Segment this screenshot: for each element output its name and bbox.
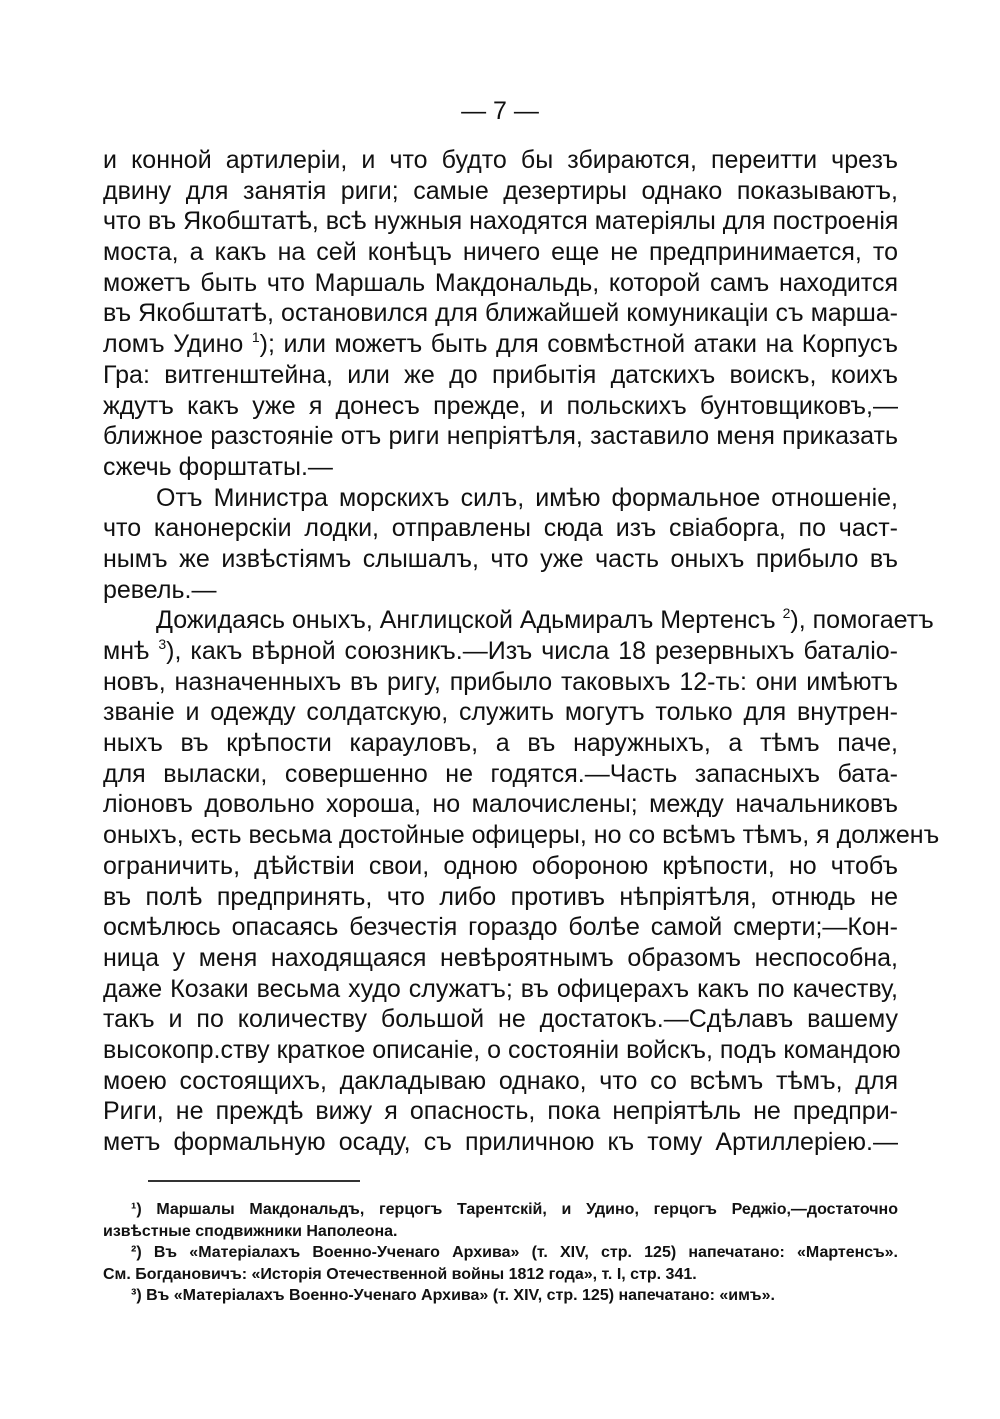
text-line: Гра: витгенштейна, или же до прибытія датскихъ воискъ, коихъ [103, 360, 898, 389]
text-line: даже Козаки весьма худо служатъ; въ офицерахъ какъ по качеству, [103, 974, 898, 1003]
footnote-ref: 2 [782, 605, 791, 622]
footnote-mark: ²) [131, 1244, 142, 1261]
text-segment: мнѣ [103, 637, 150, 665]
footnote-mark: ³) [131, 1287, 142, 1304]
text-line: метъ формальную осаду, съ приличною къ тому Артиллеріею.— [103, 1128, 898, 1156]
text-line: высокопр.ству краткое описаніе, о состояніи войскъ, подъ командою [103, 1035, 901, 1064]
text-line: что въ Якобштатѣ, всѣ нужныя находятся матеріялы для построенія [103, 207, 899, 236]
text-line: осмѣлюсь опасаясь безчестія гораздо болѣе самой смерти;—Кон- [103, 913, 898, 942]
text-segment: ломъ Удино [103, 330, 244, 359]
text-line: такъ и по количеству большой не достатокъ.—Сдѣлавъ вашему [103, 1005, 898, 1034]
text-line [103, 329, 898, 360]
text-line: званіе и одежду солдатскую, служить могутъ только для внутрен- [103, 698, 898, 727]
text-line: Риги, не преждѣ вижу я опасность, пока непріятѣль не предпри- [103, 1097, 898, 1126]
footnote-ref: 3 [158, 636, 167, 652]
text-line: для выласки, совершенно не годятся.—Часть запасныхъ бата- [103, 759, 898, 788]
text-segment: ), какъ вѣрной союзникъ.—Изъ числа 18 резервныхъ баталіо- [166, 637, 899, 665]
text-line: и конной артилеріи, и что будто бы збираются, переитти чрезъ [103, 146, 898, 174]
text-line: Отъ Министра морскихъ силъ, имѣю формальное отношеніе, [156, 483, 898, 512]
text-segment: Дожидаясь оныхъ, Англицской Адьмиралъ Мертенсъ [156, 606, 776, 635]
text-line [103, 605, 934, 636]
text-line: моста, а какъ на сей конѣцъ ничего еще не предпринимается, то [103, 238, 898, 267]
footnote-divider [148, 1180, 360, 1182]
footnote-text: Въ «Матеріалахъ Военно-Ученаго Архива» (т. XIV, стр. 125) напечатано: «Мартенсъ». [153, 1244, 898, 1261]
footnotes [103, 1199, 898, 1307]
text-line: ждутъ какъ уже я донесъ прежде, и польскихъ бунтовщиковъ,— [103, 391, 898, 420]
footnote-1 [103, 1199, 898, 1221]
footnote-text: Въ «Матеріалахъ Военно-Ученаго Архива» (т. XIV, стр. 125) напечатано: «имъ». [146, 1287, 775, 1304]
footnote-2-cont: См. Богдановичъ: «Исторія Отечественной войны 1812 года», т. I, стр. 341. [103, 1265, 697, 1283]
body-text [103, 145, 940, 1158]
footnote-text: Маршалы Макдональдъ, герцогъ Тарентскій, и Удино, герцогъ Реджіо,—достаточно [156, 1201, 898, 1218]
text-line: оныхъ, есть весьма достойные офицеры, но со всѣмъ тѣмъ, я долженъ [103, 821, 940, 850]
page-number: — 7 — [461, 97, 539, 125]
text-line: ныхъ въ крѣпости карауловъ, а въ наружныхъ, а тѣмъ паче, [103, 729, 898, 758]
text-line: двину для занятія риги; самые дезертиры однако показываютъ, [103, 176, 898, 205]
footnote-1-cont: извѣстные сподвижники Наполеона. [103, 1222, 398, 1240]
text-line: въ полѣ предпринять, что либо противъ нѣпріятѣля, отнюдь не [103, 882, 898, 911]
text-line: ліоновъ довольно хороша, но малочислены; между начальниковъ [103, 790, 898, 819]
text-segment: ), помогаетъ [790, 606, 934, 635]
text-line: нымъ же извѣстіямъ слышалъ, что уже часть оныхъ прибыло въ [103, 544, 898, 573]
text-line: моею состоящихъ, дакладываю однако, что со всѣмъ тѣмъ, для [103, 1066, 898, 1095]
text-line: что канонерскіи лодки, отправлены сюда изъ свіаборга, по част- [103, 514, 898, 543]
text-line: сжечь форштаты.— [103, 452, 333, 481]
text-line: въ Якобштатѣ, остановился для ближайшей комуникаціи съ марша- [103, 299, 898, 328]
text-line: можетъ быть что Маршаль Макдональдь, которой самъ находится [103, 268, 898, 297]
text-line: ница у меня находящаяся невѣроятнымъ образомъ неспособна, [103, 943, 898, 972]
text-segment: ); или можетъ быть для совмѣстной атаки на Корпусъ [259, 330, 898, 359]
text-line: ближное разстояніе отъ риги непріятѣля, заставило меня приказать [103, 422, 898, 451]
footnote-mark: ¹) [131, 1201, 142, 1218]
footnote-ref: 1 [251, 329, 260, 346]
text-line: новъ, назначенныхъ въ ригу, прибыло таковыхъ 12-ть: они имѣютъ [103, 667, 898, 696]
footnote-2 [103, 1242, 898, 1264]
text-line: ограничить, дѣйствіи свои, одною обороною крѣпости, но чтобъ [103, 851, 898, 880]
text-line [103, 636, 898, 667]
text-line: ревель.— [103, 575, 217, 604]
footnote-3 [103, 1285, 898, 1307]
